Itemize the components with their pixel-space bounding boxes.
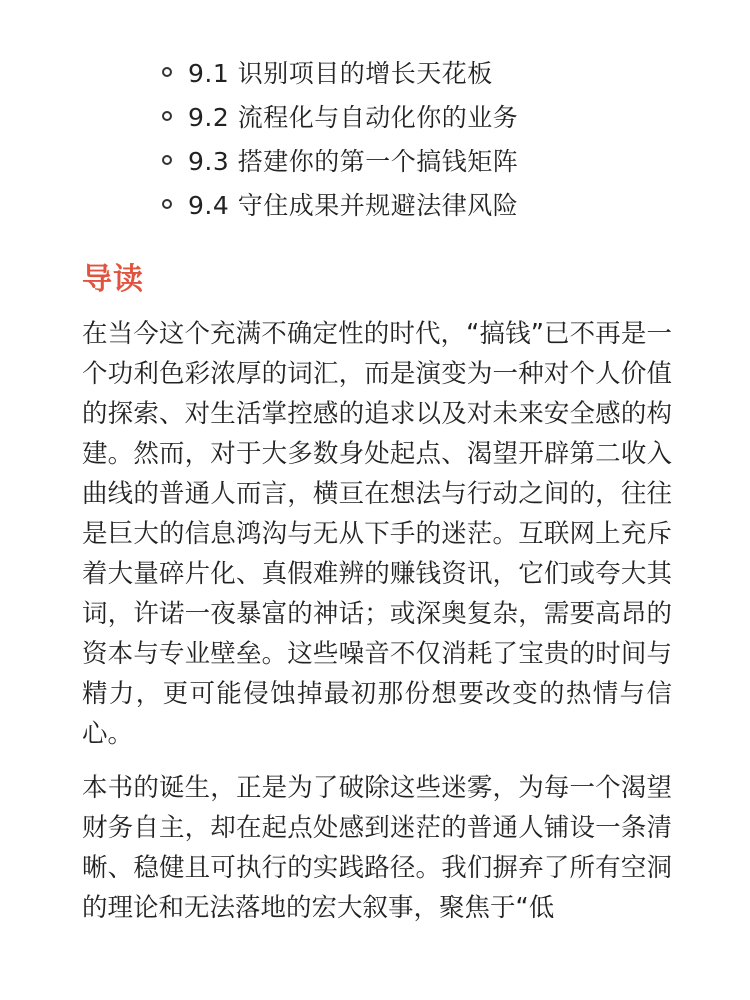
section-heading: 导读 (82, 262, 144, 297)
circle-bullet-icon (162, 111, 172, 121)
body-paragraph-2: 本书的诞生，正是为了破除这些迷雾，为每一个渴望财务自主，却在起点处感到迷茫的普通人铺设一条清晰、稳健且可执行的实践路径。我们摒弃了所有空洞的理论和无法落地的宏大叙事，聚焦于“低 (82, 773, 672, 923)
section-body (82, 314, 672, 942)
toc-item-label: 9.4 守住成果并规避法律风险 (188, 191, 519, 220)
toc-item-9-1[interactable] (162, 50, 518, 94)
table-of-contents-list (162, 50, 518, 226)
toc-item-9-4[interactable] (162, 182, 518, 226)
toc-item-9-2[interactable] (162, 94, 518, 138)
circle-bullet-icon (162, 67, 172, 77)
circle-bullet-icon (162, 155, 172, 165)
toc-item-9-3[interactable] (162, 138, 518, 182)
toc-item-label: 9.1 识别项目的增长天花板 (188, 59, 493, 88)
circle-bullet-icon (162, 199, 172, 209)
toc-item-label: 9.3 搭建你的第一个搞钱矩阵 (188, 147, 519, 176)
body-paragraph-1: 在当今这个充满不确定性的时代，“搞钱”已不再是一个功利色彩浓厚的词汇，而是演变为一种对个人价值的探索、对生活掌控感的追求以及对未来安全感的构建。然而，对于大多数身处起点、渴望开辟第二收入曲线的普通人而言，横亘在想法与行动之间的，往往是巨大的信息鸿沟与无从下手的迷茫。互联网上充斥着大量碎片化、真假难辨的赚钱资讯，它们或夸大其词，许诺一夜暴富的神话；或深奥复杂，需要高昂的资本与专业壁垒。这些噪音不仅消耗了宝贵的时间与精力，更可能侵蚀掉最初那份想要改变的热情与信心。 (82, 319, 672, 749)
toc-item-label: 9.2 流程化与自动化你的业务 (188, 103, 519, 132)
